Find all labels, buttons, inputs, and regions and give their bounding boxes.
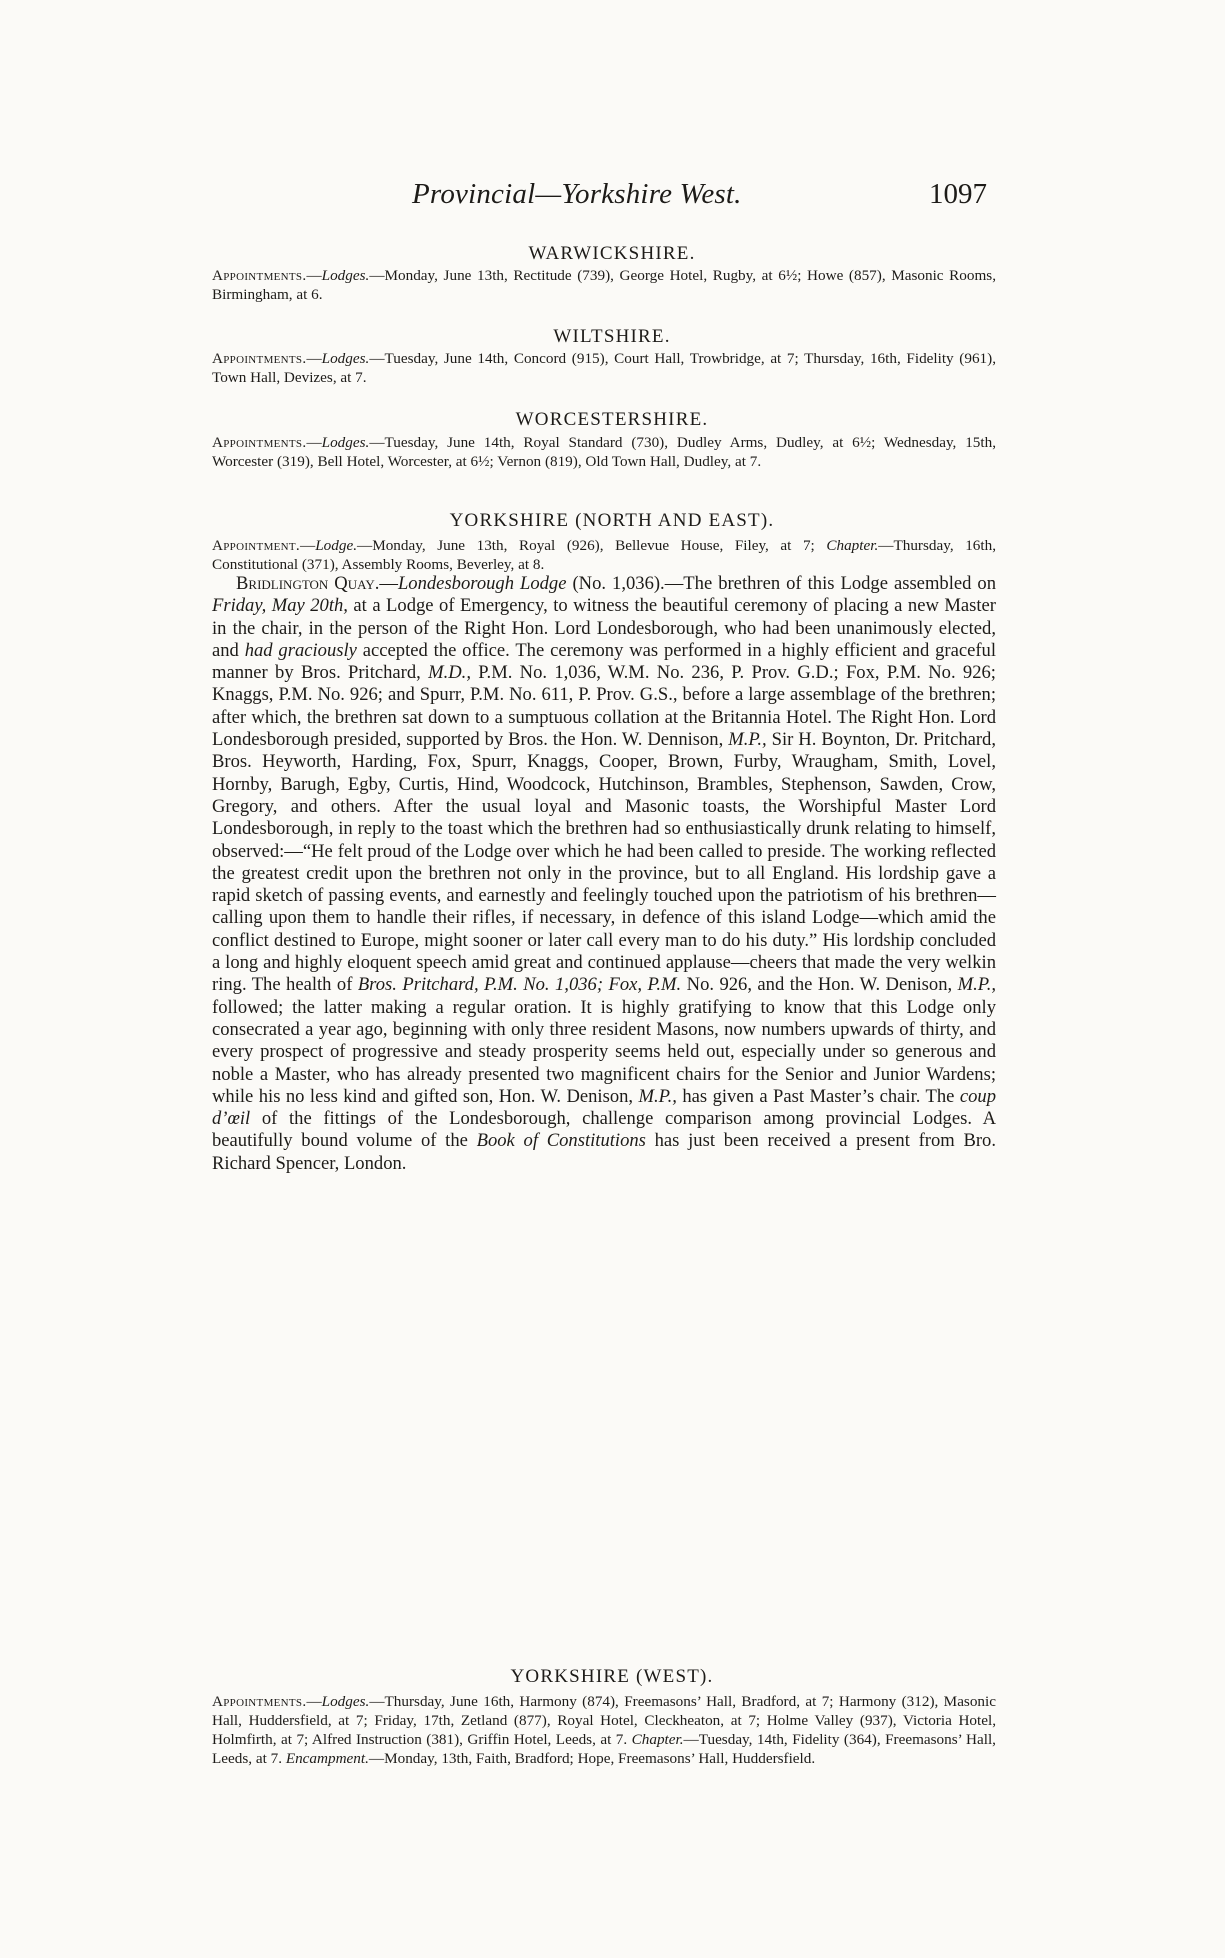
report-italic: M.P., [638, 1085, 677, 1107]
report-italic: had graciously [244, 639, 357, 661]
chapter-label: Chapter. [826, 537, 879, 554]
running-head-title: Provincial—Yorkshire West. [412, 178, 742, 210]
bridlington-report [212, 573, 996, 1175]
report-italic: coup d’œil [212, 1085, 997, 1130]
report-italic: M.P., [957, 974, 996, 996]
heading-yorkshire-west: YORKSHIRE (WEST). [510, 1666, 714, 1687]
report-text: has given a Past Master’s chair. The [676, 1085, 960, 1107]
report-place: Bridlington Quay. [236, 573, 380, 594]
lodges-label: Lodges. [321, 350, 370, 367]
appointments-text: —Monday, June 13th, Rectitude (739), George Hotel, Rugby, at 6½; Howe (857), Masonic Rooms, Birmingham, at 6. [212, 267, 996, 303]
encampment-label: Encampment. [285, 1750, 369, 1767]
appointments-text: —Tuesday, June 14th, Royal Standard (730), Dudley Arms, Dudley, at 6½; Wednesday, 15th, Worcester (319), Bell Hotel, Worcester, at 6½; Vernon (819), Old Town Hall, Dudley, at 7. [212, 434, 996, 470]
appointments-label: Appointments. [212, 434, 307, 451]
report-text: accepted the office. The ceremony was performed in a highly efficient and graceful manner by Bros. Pritchard, [212, 639, 996, 684]
yorkshire-west-appointments: Appointments.—Lodges.—Thursday, June 16th, Harmony (874), Freemasons’ Hall, Bradford, at 7; Harmony (312), Masonic Hall, Huddersfield, at 7; Friday, 17th, Zetland (877), Royal Hotel, Cleckheaton, at 7; Holme Valley (937), Victoria Hotel, Holmfirth, at 7; Alfred Instruction (381), Griffin Hotel, Leeds, at 7. Chapter.—Tuesday, 14th, Fidelity (364), Freemasons’ Hall, Leeds, at 7. Encampment.—Monday, 13th, Faith, Bradford; Hope, Freemasons’ Hall, Huddersfield. [212, 1693, 996, 1767]
dash: — [379, 573, 398, 594]
heading-warwickshire: WARWICKSHIRE. [528, 243, 696, 264]
appointments-text: —Thursday, June 16th, Harmony (874), Freemasons’ Hall, Bradford, at 7; Harmony (312), Masonic Hall, Huddersfield, at 7; Friday, 17th, Zetland (877), Royal Hotel, Cleckheaton, at 7; Holme Valley (937), Victoria Hotel, Holmfirth, at 7; Alfred Instruction (381), Griffin Hotel, Leeds, at 7. [212, 1693, 996, 1748]
report-text: of the fittings of the Londesborough, challenge comparison among provincial Lodges. A beautifully bound volume of the [212, 1108, 996, 1152]
appointment-label: Appointment. [212, 537, 301, 554]
running-head [412, 178, 987, 218]
heading-wiltshire: WILTSHIRE. [553, 326, 671, 347]
report-paragraph [212, 573, 996, 1175]
report-text: (No. 1,036).—The brethren of this Lodge assembled on [566, 573, 996, 594]
report-italic: Friday, May 20th, [212, 595, 348, 617]
lodge-name: Londesborough Lodge [397, 573, 567, 594]
report-text: followed; the latter making a regular oration. It is highly gratifying to know that this Lodge only consecrated a year ago, beginning with only three resident Masons, now numbers upwards of thirty, and every prospect of progressive and steady prosperity seems held out, especially under so generous and noble a Master, who has already presented two magnificent chairs for the Senior and Junior Wardens; while his no less kind and gifted son, Hon. W. Denison, [212, 996, 996, 1107]
report-italic: M.P., [728, 729, 767, 751]
lodges-label: Lodges. [321, 1693, 370, 1710]
appointments-label: Appointments. [212, 350, 307, 367]
appointments-text: —Tuesday, June 14th, Concord (915), Court Hall, Trowbridge, at 7; Thursday, 16th, Fidelity (961), Town Hall, Devizes, at 7. [212, 350, 996, 386]
heading-worcestershire: WORCESTERSHIRE. [515, 409, 709, 430]
lodges-label: Lodges. [321, 434, 370, 451]
dash: — [306, 267, 322, 284]
report-text: No. 926, and the Hon. W. Denison, [681, 974, 958, 996]
wiltshire-appointments: Appointments.—Lodges.—Tuesday, June 14th, Concord (915), Court Hall, Trowbridge, at 7; Thursday, 16th, Fidelity (961), Town Hall, Devizes, at 7. [212, 350, 996, 386]
warwickshire-appointments [212, 266, 996, 304]
chapter-text: —Thursday, 16th, Constitutional (371), Assembly Rooms, Beverley, at 8. [212, 537, 996, 573]
chapter-text: —Tuesday, 14th, Fidelity (364), Freemasons’ Hall, Leeds, at 7. [212, 1731, 996, 1767]
report-text: P.M. No. 1,036, W.M. No. 236, P. Prov. G.D.; Fox, P.M. No. 926; Knaggs, P.M. No. 926; and Spurr, P.M. No. 611, P. Prov. G.S., before a large assemblage of the brethren; after which, the brethren sat down to a sumptuous collation at the Britannia Hotel. The Right Hon. Lord Londesborough presided, supported by Bros. the Hon. W. Dennison, [212, 662, 996, 751]
worcestershire-appointments: Appointments.—Lodges.—Tuesday, June 14th, Royal Standard (730), Dudley Arms, Dudley, at 6½; Wednesday, 15th, Worcester (319), Bell Hotel, Worcester, at 6½; Vernon (819), Old Town Hall, Dudley, at 7. [212, 434, 996, 470]
heading-yorkshire-north-east: YORKSHIRE (NORTH AND EAST). [449, 510, 775, 531]
report-text: Sir H. Boynton, Dr. Pritchard, Bros. Heyworth, Harding, Fox, Spurr, Knaggs, Cooper, Brown, Furby, Wraugham, Smith, Lovel, Hornby, Barugh, Egby, Curtis, Hind, Woodcock, Hutchinson, Brambles, Stephenson, Sawden, Crow, Gregory, and others. After the usual loyal and Masonic toasts, the Worshipful Master Lord Londesborough, in reply to the toast which the brethren had so enthusiastically drunk relating to himself, observed:—“He felt proud of the Lodge over which he had been called to preside. The working reflected the greatest credit upon the brethren not only in the province, but to all England. His lordship gave a rapid sketch of passing events, and earnestly and feelingly touched upon the patriotism of his brethren—calling upon them to handle their rifles, if necessary, in defence of this island Lodge—which amid the conflict destined to Europe, might sooner or later call every man to do his duty.” His lordship concluded a long and highly eloquent speech amid great and continued applause—cheers that made the very welkin ring. The health of [212, 729, 997, 996]
lodge-label: Lodge. [315, 537, 357, 554]
page-number: 1097 [929, 178, 987, 210]
chapter-label: Chapter. [631, 1731, 684, 1748]
report-text: has just been received a present from Bro. Richard Spencer, London. [212, 1130, 996, 1174]
lodges-label: Lodges. [321, 267, 370, 284]
report-italic: Book of Constitutions [476, 1130, 646, 1152]
report-italic: M.D., [428, 662, 471, 684]
appointments-label: Appointments. [212, 267, 307, 284]
yorkshire-north-east-appointments: Appointment.—Lodge.—Monday, June 13th, Royal (926), Bellevue House, Filey, at 7; Chapter.—Thursday, 16th, Constitutional (371), Assembly Rooms, Beverley, at 8. [212, 537, 996, 573]
report-text: at a Lodge of Emergency, to witness the beautiful ceremony of placing a new Master in the chair, in the person of the Right Hon. Lord Londesborough, who had been unanimously elected, and [212, 595, 996, 661]
appointments-text: —Monday, June 13th, Royal (926), Bellevue House, Filey, at 7; [357, 537, 827, 554]
appointments-label: Appointments. [212, 1693, 307, 1710]
encampment-text: —Monday, 13th, Faith, Bradford; Hope, Freemasons’ Hall, Huddersfield. [368, 1750, 816, 1767]
report-italic: Bros. Pritchard, P.M. No. 1,036; Fox, P.M. [357, 974, 682, 996]
